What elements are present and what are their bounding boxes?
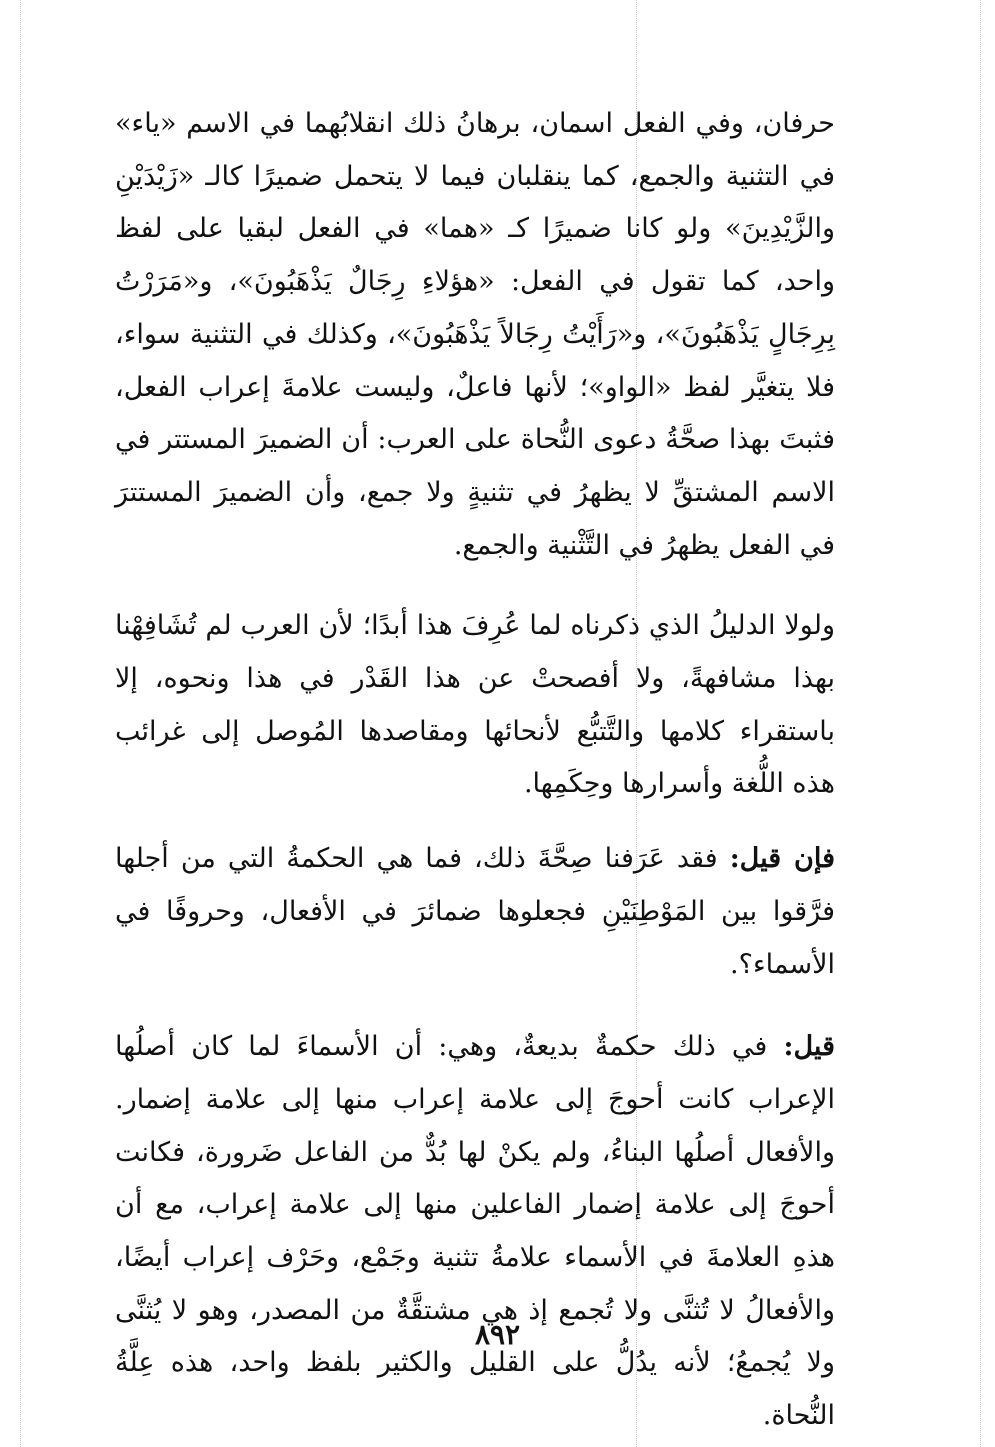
paragraph-1 [115, 98, 835, 572]
body-text [115, 98, 835, 1443]
paragraph-4-text: في ذلك حكمةٌ بديعةٌ، وهي: أن الأسماءَ لما كان أصلُها الإعراب كانت أحوجَ إلى علامة إعراب منها إلى علامة إضمار. والأفعال أصلُها البناءُ، ولم يكنْ لها بُدٌّ من الفاعل ضَرورة، فكانت أحوجَ إلى علامة إضمار الفاعلين منها إلى علامة إعراب، مع أن هذهِ العلامةَ في الأسماء علامةُ تثنية وجَمْع، وحَرْف إعراب أيضًا، والأفعالُ لا تُثنَّى ولا تُجمع إذ هي مشتقَّةٌ من المصدر، وهو لا يُثنَّى ولا يُجمعُ؛ لأنه يدُلُّ على القليل والكثير بلفظ واحد، هذه عِلَّةُ النُّحاة. [115, 1031, 835, 1432]
page-number: ٨٩٢ [474, 1318, 521, 1351]
paragraph-4-lead: قيل: [783, 1031, 835, 1063]
paragraph-3 [115, 833, 835, 991]
paragraph-1-text: حرفان، وفي الفعل اسمان، برهانُ ذلك انقلابُهما في الاسم «ياء» في التثنية والجمع، كما ينقلبان فيما لا يتحمل ضميرًا كالـ «زَيْدَيْنِ والزَّيْدِينَ» ولو كانا ضميرًا كـ «هما» في الفعل لبقيا على لفظ واحد، كما تقول في الفعل: «هؤلاءِ رِجَالٌ يَذْهَبُونَ»، و«مَرَرْتُ بِرِجَالٍ يَذْهَبُونَ»، و«رَأَيْتُ رِجَالاً يَذْهَبُونَ»، وكذلك في التثنية سواء، فلا يتغيَّر لفظ «الواو»؛ لأنها فاعلٌ، وليست علامةَ إعراب الفعل، فثبتَ بهذا صحَّةُ دعوى النُّحاة على العرب: أن الضميرَ المستتر في الاسم المشتقِّ لا يظهرُ في تثنيةٍ ولا جمع، وأن الضميرَ المستترَ في الفعل يظهرُ في التَّثْنية والجمع. [115, 108, 835, 561]
paragraph-2 [115, 600, 835, 811]
scan-guide-line-left [20, 0, 21, 1447]
scan-guide-line-right [980, 0, 981, 1447]
paragraph-3-lead: فإن قيل: [729, 843, 835, 875]
paragraph-2-text: ولولا الدليلُ الذي ذكرناه لما عُرِفَ هذا أبدًا؛ لأن العرب لم تُشَافِهْنا بهذا مشافهةً، ولا أفصحتْ عن هذا القَدْر في هذا ونحوه، إلا باستقراء كلامها والتَّتبُّع لأنحائها ومقاصدها المُوصل إلى غرائب هذه اللُّغة وأسرارها وحِكَمِها. [115, 610, 835, 800]
paragraph-4 [115, 1021, 835, 1443]
paragraph-3-text: فقد عَرَفنا صِحَّةَ ذلك، فما هي الحكمةُ التي من أجلها فرَّقوا بين المَوْطِنَيْنِ فجعلوها ضمائرَ في الأفعال، وحروفًا في الأسماء؟. [115, 843, 835, 980]
